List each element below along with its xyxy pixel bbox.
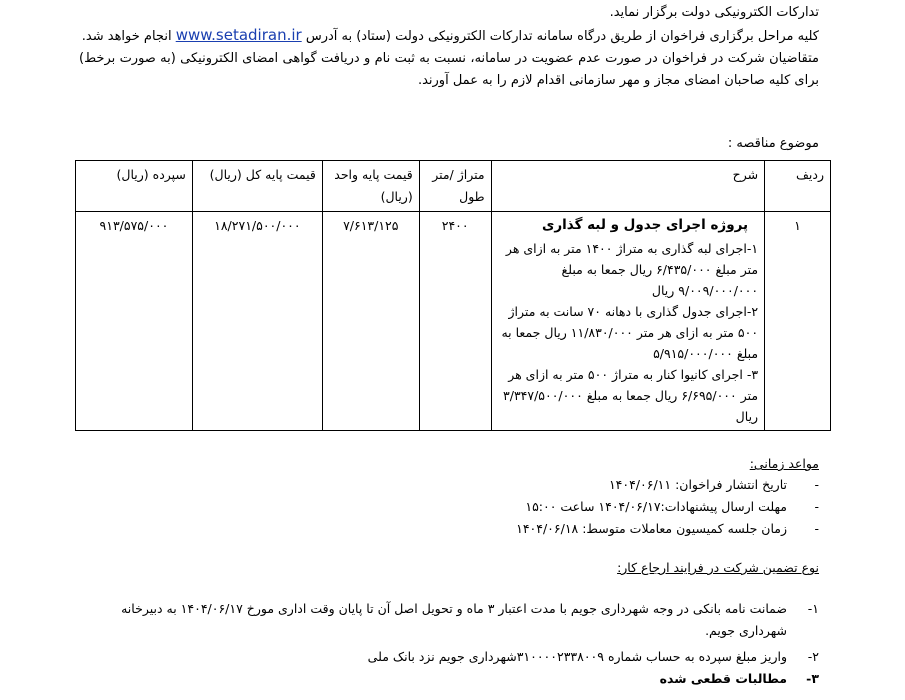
intro-line-2-text-b: انجام خواهد شد.: [81, 29, 172, 44]
guarantee-item-text: مطالبات قطعی شده: [659, 671, 787, 686]
header-description: شرح: [491, 161, 764, 212]
header-row-number: ردیف: [765, 161, 831, 212]
list-item: [89, 668, 819, 690]
cell-total-price: ۱۸/۲۷۱/۵۰۰/۰۰۰: [192, 212, 322, 431]
intro-line-2-text-a: کلیه مراحل برگزاری فراخوان از طریق درگاه سامانه تدارکات الکترونیکی دولت (ستاد) به آدرس: [305, 29, 819, 44]
bullet-marker: -: [814, 477, 819, 492]
cell-description: [491, 212, 764, 431]
description-item: ۳- اجرای کانیوا کنار به متراژ ۵۰۰ متر به ازای هر متر ۶/۶۹۵/۰۰۰ ریال جمعا به مبلغ ۳/۳۴۷/۵۰۰/۰۰۰ ریال: [503, 367, 759, 424]
intro-paragraphs: [79, 2, 819, 92]
bullet-marker: -: [814, 499, 819, 514]
list-item: [89, 598, 819, 642]
project-title: پروژه اجرای جدول و لبه گذاری: [542, 217, 749, 233]
guarantee-list: [89, 598, 819, 690]
cell-unit-price: ۷/۶۱۳/۱۲۵: [322, 212, 419, 431]
header-total-price: قیمت پایه کل (ریال): [192, 161, 322, 212]
description-item: ۱-اجرای لبه گذاری به متراژ ۱۴۰۰ متر به ازای هر متر مبلغ ۶/۴۳۵/۰۰۰ ریال جمعا به مبلغ ۹/۰۰۹/۰۰۰/۰۰۰ ریال: [505, 241, 759, 298]
list-item: [89, 646, 819, 668]
schedule-item-text: مهلت ارسال پیشنهادات:۱۴۰۴/۰۶/۱۷ ساعت ۱۵:۰۰: [525, 499, 787, 514]
subject-label: موضوع مناقصه :: [727, 136, 819, 151]
schedule-list: [89, 474, 819, 540]
list-item: [89, 496, 819, 518]
schedule-title: مواعد زمانی:: [749, 456, 819, 471]
setadiran-link[interactable]: www.setadiran.ir: [175, 26, 302, 44]
list-item: [89, 518, 819, 540]
guarantee-title: نوع تضمین شرکت در فرایند ارجاع کار:: [617, 560, 819, 575]
cell-row-number: ۱: [765, 212, 831, 431]
table-row: [76, 212, 831, 431]
table-header-row: [76, 161, 831, 212]
bullet-marker: -: [814, 521, 819, 536]
item-number: ۲-: [807, 649, 819, 664]
tender-table: [75, 160, 831, 431]
guarantee-item-text: واریز مبلغ سپرده به حساب شماره ۳۱۰۰۰۰۲۳۳۸۰۰۹شهرداری جویم نزد بانک ملی: [367, 649, 787, 664]
item-number: ۱-: [807, 601, 819, 616]
item-number: ۳-: [806, 671, 819, 686]
header-length: متراژ /متر طول: [419, 161, 491, 212]
cell-length: ۲۴۰۰: [419, 212, 491, 431]
description-item: ۲-اجرای جدول گذاری با دهانه ۷۰ سانت به متراژ ۵۰۰ متر به ازای هر متر ۱۱/۸۳۰/۰۰۰ ریال جمعا به مبلغ ۵/۹۱۵/۰۰۰/۰۰۰: [501, 304, 759, 361]
schedule-item-text: تاریخ انتشار فراخوان: ۱۴۰۴/۰۶/۱۱: [608, 477, 787, 492]
guarantee-item-text: ضمانت نامه بانکی در وجه شهرداری جویم با مدت اعتبار ۳ ماه و تحویل اصل آن تا پایان وقت اداری مورخ ۱۴۰۴/۰۶/۱۷ به دبیرخانه شهرداری جویم.: [121, 601, 787, 638]
schedule-item-text: زمان جلسه کمیسیون معاملات متوسط: ۱۴۰۴/۰۶/۱۸: [516, 521, 787, 536]
list-item: [89, 474, 819, 496]
intro-line-2: [79, 24, 819, 48]
intro-line-1: تدارکات الکترونیکی دولت برگزار نماید.: [609, 5, 819, 20]
cell-deposit: ۹۱۳/۵۷۵/۰۰۰: [76, 212, 193, 431]
header-unit-price: قیمت پایه واحد (ریال): [322, 161, 419, 212]
intro-line-3: متقاضیان شرکت در فراخوان در صورت عدم عضویت در سامانه، نسبت به ثبت نام و دریافت گواهی امضای الکترونیکی (به صورت برخط) برای کلیه صاحبان امضای مجاز و مهر سازمانی اقدام لازم را به عمل آورند.: [79, 51, 819, 88]
header-deposit: سپرده (ریال): [76, 161, 193, 212]
